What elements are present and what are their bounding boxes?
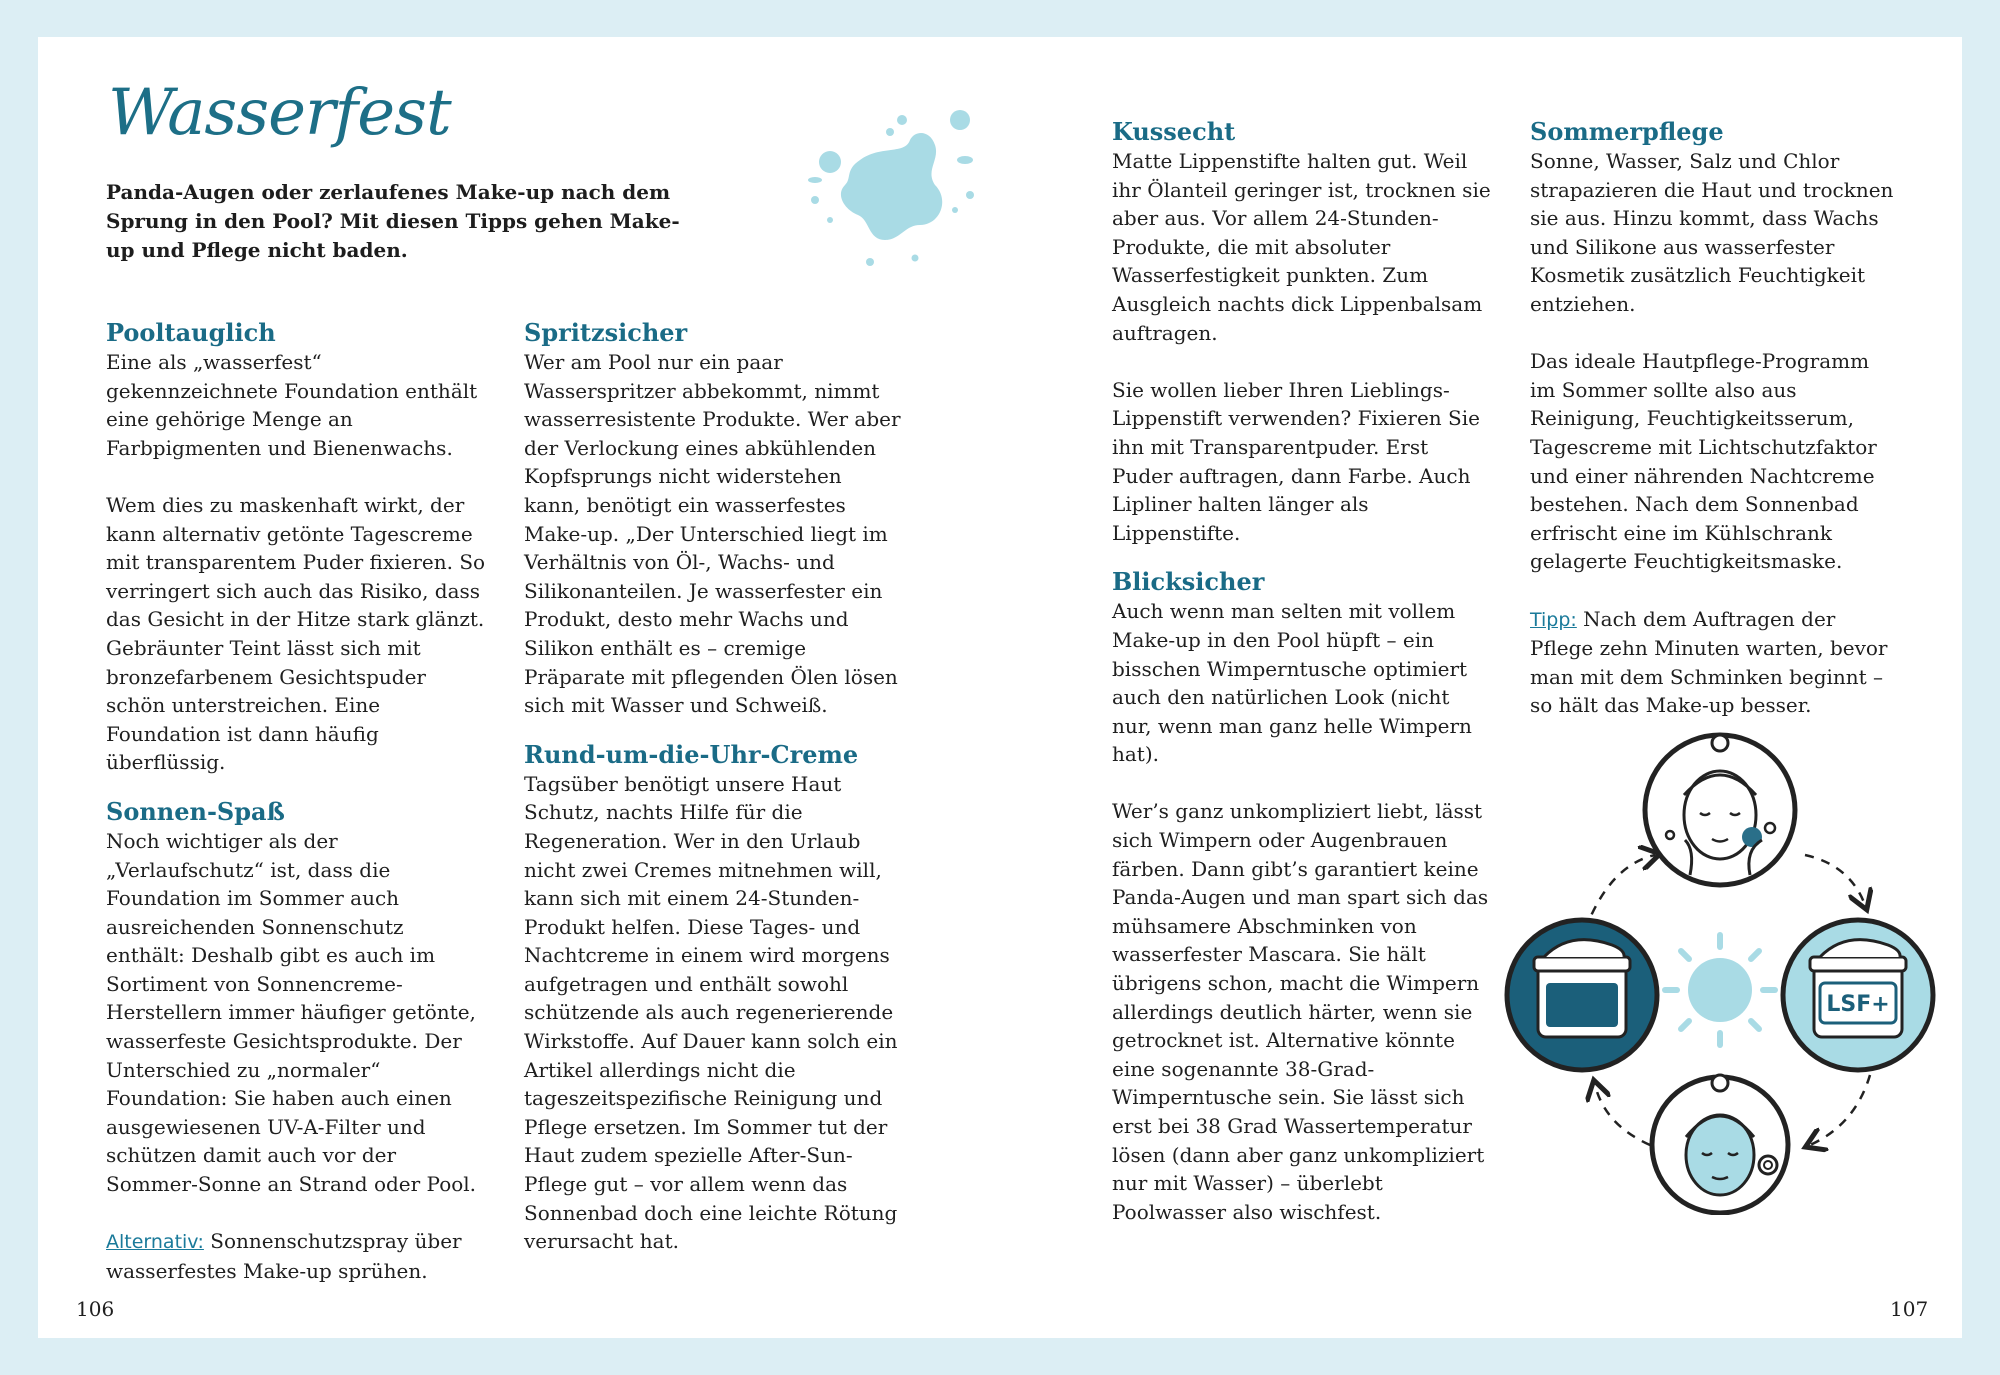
sun-icon [1665, 935, 1775, 1045]
lsf-label: LSF+ [1826, 992, 1890, 1017]
paragraph: Wer am Pool nur ein paar Wasserspritzer abbekommt, nimmt wasserresistente Produkte. Wer aber der Verlockung eines abkühlenden Kopfsprungs nicht widerstehen kann, benötigt ein wasserfestes Make-up. „Der Unterschied liegt im Verhältnis von Öl-, Wachs- und Silikonanteilen. Je wasserfester ein Produkt, desto mehr Wachs und Silikon enthält es – cremige Präparate mit pflegenden Ölen lösen sich mit Wasser und Schweiß. [524, 350, 901, 718]
column-1 [106, 318, 486, 1285]
section-heading-sommerpflege: Sommerpflege [1530, 117, 1724, 146]
section-heading-spritzsicher: Spritzsicher [524, 318, 688, 347]
paragraph: Sie wollen lieber Ihren Lieblings-Lippenstift verwenden? Fixieren Sie ihn mit Transparentpuder. Erst Puder auftragen, dann Farbe. Auch Lipliner halten länger als Lippenstifte. [1112, 377, 1480, 545]
paragraph: Wem dies zu maskenhaft wirkt, der kann alternativ getönte Tagescreme mit transparentem Puder fixieren. So verringert sich auch das Risiko, dass das Gesicht in der Hitze stark glänzt. Gebräunter Teint lässt sich mit bronzefarbenem Gesichtspuder schön unterstreichen. Eine Foundation ist dann häufig überflüssig. [106, 492, 486, 775]
page-title: Wasserfest [108, 76, 451, 150]
paragraph: Noch wichtiger als der „Verlaufschutz“ ist, dass die Foundation im Sommer auch ausreichenden Sonnenschutz enthält: Deshalb gibt es auch im Sortiment von Sonnencreme-Herstellern immer häufiger getönte, wasserfeste Gesichtsprodukte. Der Unterschied zu „normaler“ Foundation: Sie haben auch einen ausgewiesenen UV-A-Filter und schützen damit auch vor der Sommer-Sonne an Strand oder Pool. [106, 828, 477, 1197]
water-splash-icon [790, 100, 990, 280]
paragraph: Sonne, Wasser, Salz und Chlor strapazieren die Haut und trocknen sie aus. Hinzu kommt, dass Wachs und Silikone aus wasserfester Kosmetik zusätzlich Feuchtigkeit entziehen. [1530, 149, 1894, 316]
paragraph: Tagsüber benötigt unsere Haut Schutz, nachts Hilfe für die Regeneration. Wer in den Urlaub nicht zwei Cremes mitnehmen will, kann sich mit einem 24-Stunden-Produkt helfen. Diese Tages- und Nachtcreme in einem wird morgens aufgetragen und enthält sowohl schützende als auch regenerierende Wirkstoffe. Auf Dauer kann solch ein Artikel allerdings nicht die tageszeitspezifische Reinigung und Pflege ersetzen. Im Sommer tut der Haut zudem spezielle After-Sun-Pflege gut – vor allem wenn das Sonnenbad doch eine leichte Rötung verursacht hat. [524, 771, 898, 1254]
column-3 [1112, 117, 1492, 1226]
face-mask-icon [1652, 1075, 1788, 1213]
section-heading-kussecht: Kussecht [1112, 117, 1236, 146]
tip-text: Nach dem Auftragen der Pflege zehn Minuten warten, bevor man mit dem Schminken beginnt – so hält das Make-up besser. [1530, 606, 1888, 718]
column-4 [1530, 117, 1900, 720]
tip-paragraph [106, 1227, 486, 1285]
page-number-right: 107 [1890, 1297, 1929, 1321]
skincare-routine-illustration [1500, 725, 1940, 1215]
section-heading-sonnen-spass: Sonnen-Spaß [106, 796, 285, 826]
section-heading-rund-um-die-uhr-creme: Rund-um-die-Uhr-Creme [524, 739, 859, 769]
day-cream-jar-icon [1783, 920, 1933, 1070]
paragraph: Wer’s ganz unkompliziert liebt, lässt sich Wimpern oder Augenbrauen färben. Dann gibt’s garantiert keine Panda-Augen und man spart sich das mühsamere Abschminken von wasserfester Mascara. Sie hält übrigens schon, macht die Wimpern allerdings deutlich härter, wenn sie getrocknet ist. Alternative könnte eine sogenannte 38-Grad-Wimperntusche sein. Sie lässt sich erst bei 38 Grad Wassertemperatur lösen (dann aber ganz unkompliziert nur mit Wasser) – überlebt Poolwasser also wischfest. [1112, 799, 1489, 1224]
paragraph: Das ideale Hautpflege-Programm im Sommer sollte also aus Reinigung, Feuchtigkeitsserum, Tagescreme mit Lichtschutzfaktor und einer nährenden Nachtcreme bestehen. Nach dem Sonnenbad erfrischt eine im Kühlschrank gelagerte Feuchtigkeitsmaske. [1530, 349, 1877, 574]
intro-text: Panda-Augen oder zerlaufenes Make-up nach dem Sprung in den Pool? Mit diesen Tipps gehen Make-up und Pflege nicht baden. [106, 180, 680, 262]
paragraph: Matte Lippenstifte halten gut. Weil ihr Ölanteil geringer ist, trocknen sie aber aus. Vor allem 24-Stunden-Produkte, die mit absoluter Wasserfestigkeit punkten. Zum Ausgleich nachts dick Lippenbalsam auftragen. [1112, 149, 1491, 345]
column-2 [524, 318, 904, 1256]
cleansing-face-icon [1645, 735, 1795, 885]
tip-paragraph [1530, 605, 1900, 720]
night-cream-jar-icon [1507, 920, 1657, 1070]
tip-label: Alternativ: [106, 1231, 204, 1254]
tip-label: Tipp: [1530, 608, 1577, 631]
page-number-left: 106 [76, 1297, 115, 1321]
paragraph: Eine als „wasserfest“ gekennzeichnete Foundation enthält eine gehörige Menge an Farbpigmenten und Bienenwachs. [106, 350, 478, 460]
tip-text: Sonnenschutzspray über wasserfestes Make-up sprühen. [106, 1229, 462, 1283]
paragraph: Auch wenn man selten mit vollem Make-up in den Pool hüpft – ein bisschen Wimperntusche optimiert auch den natürlichen Look (nicht nur, wenn man ganz helle Wimpern hat). [1112, 599, 1472, 767]
section-heading-blicksicher: Blicksicher [1112, 567, 1265, 597]
section-heading-pooltauglich: Pooltauglich [106, 318, 276, 347]
